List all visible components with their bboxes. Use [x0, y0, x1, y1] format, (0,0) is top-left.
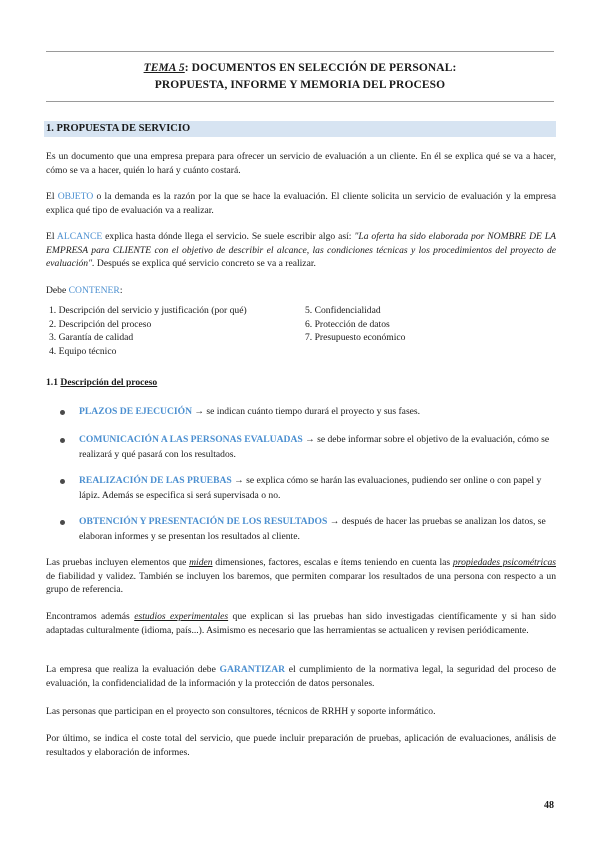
list-item: 3. Garantía de calidad: [49, 332, 134, 343]
paragraph-garantizar: [46, 663, 556, 690]
paragraph-objeto: [46, 190, 556, 217]
bullet-keyword: REALIZACIÓN DE LAS PRUEBAS: [79, 475, 232, 486]
list-item: 2. Descripción del proceso: [49, 318, 152, 330]
contents-list-right: [305, 304, 405, 345]
objeto-post: o la demanda es la razón por la que se hace la evaluación. El cliente solicita un servicio de evaluación y la empresa explica qué tipo de evaluación va a realizar.: [46, 191, 556, 216]
bullet-keyword: OBTENCIÓN Y PRESENTACIÓN DE LOS RESULTADOS: [79, 516, 328, 527]
subsection-heading: [46, 377, 157, 388]
bullet-plazos: [79, 405, 556, 420]
bullet-icon: [60, 410, 65, 415]
bullet-icon: [60, 479, 65, 484]
keyword-objeto: OBJETO: [57, 191, 94, 202]
pruebas-a: Las pruebas incluyen elementos que: [46, 557, 190, 568]
subsection-number: 1.1: [46, 377, 61, 388]
bullet-text: → se debe informar sobre el objetivo de la evaluación, cómo se realizará y qué pasará con los resultados.: [79, 434, 550, 460]
contener-post: :: [119, 285, 123, 296]
alcance-mid: explica hasta dónde llega el servicio. Se suele escribir algo así:: [102, 231, 355, 242]
contener-line: [46, 284, 556, 298]
contents-list-left: [49, 304, 247, 358]
bullet-text: → se indican cuánto tiempo durará el proyecto y sus fases.: [192, 406, 421, 417]
paragraph-pruebas: [46, 556, 556, 597]
bullet-keyword: PLAZOS DE EJECUCIÓN: [79, 406, 193, 417]
alcance-pre: El: [46, 231, 57, 242]
alcance-quote: "La oferta ha sido elaborada por NOMBRE DE LA EMPRESA para CLIENTE con el objetivo de describir el alcance, las condiciones técnicas y los procedimientos del proyecto de evaluación".: [46, 231, 556, 269]
paragraph-alcance: [46, 230, 556, 271]
estudios-b: que explican si las pruebas han sido investigadas científicamente y si han sido adaptadas culturalmente (idioma, país...). Asimismo es necesario que las herramientas se actualicen y revisen periódicamente.: [46, 611, 557, 636]
title-tema: TEMA 5: [143, 62, 185, 74]
bullet-text: → después de hacer las pruebas se analizan los datos, se elaboran informes y se presentan los resultados al cliente.: [79, 516, 546, 542]
bullet-icon: [60, 438, 65, 443]
title-line2: PROPUESTA, INFORME Y MEMORIA DEL PROCESO: [154, 79, 446, 91]
paragraph-intro: Es un documento que una empresa prepara para ofrecer un servicio de evaluación a un cliente. En él se explica qué se va a hacer, cómo se va a hacer, quién lo hará y cuánto costará.: [46, 151, 556, 176]
title-line1: : DOCUMENTOS EN SELECCIÓN DE PERSONAL:: [184, 62, 457, 74]
list-item: 6. Protección de datos: [305, 318, 390, 330]
paragraph-personas: Las personas que participan en el proyecto son consultores, técnicos de RRHH y soporte informático.: [46, 706, 436, 717]
keyword-alcance: ALCANCE: [56, 231, 103, 242]
title-bottom-rule: [46, 101, 554, 102]
estudios-a: Encontramos además: [46, 611, 135, 622]
garantizar-a: La empresa que realiza la evaluación debe: [46, 664, 220, 675]
list-item: 1. Descripción del servicio y justificación (por qué): [49, 305, 247, 316]
contener-pre: Debe: [46, 285, 69, 296]
bullet-icon: [60, 520, 65, 525]
paragraph-estudios: [46, 610, 556, 637]
bullet-realizacion: [79, 474, 556, 503]
section-heading: 1. PROPUESTA DE SERVICIO: [44, 121, 556, 137]
objeto-pre: El: [46, 191, 58, 202]
pruebas-c: de fiabilidad y validez. También se incluyen los baremos, que permiten comparar los resultados de una persona con respecto a un grupo de referencia.: [46, 570, 556, 595]
top-rule: [46, 51, 554, 52]
bullet-comunicacion: [79, 433, 556, 462]
bullet-text: → se explica cómo se harán las evaluaciones, pudiendo ser online o con papel y lápiz. Además se especifica si será supervisada o no.: [79, 475, 542, 501]
paragraph-ultimo: Por último, se indica el coste total del servicio, que puede incluir preparación de pruebas, aplicación de evaluaciones, análisis de resultados y elaboración de informes.: [46, 733, 556, 758]
list-item: 4. Equipo técnico: [49, 345, 117, 357]
page-number: 48: [544, 800, 554, 811]
pruebas-b: dimensiones, factores, escalas e ítems teniendo en cuenta las: [212, 557, 453, 568]
keyword-contener: CONTENER: [68, 285, 120, 296]
bullet-obtencion: [79, 515, 556, 544]
alcance-post: Después se explica qué servicio concreto se va a realizar.: [94, 258, 316, 269]
bullet-keyword: COMUNICACIÓN A LAS PERSONAS EVALUADAS: [79, 434, 303, 445]
term-estudios: estudios experimentales: [134, 611, 229, 622]
term-propiedades: propiedades psicométricas: [452, 557, 556, 568]
term-miden: miden: [189, 557, 213, 568]
subsection-title: Descripción del proceso: [60, 377, 158, 388]
page-title: [46, 60, 554, 94]
list-item: 7. Presupuesto económico: [305, 332, 406, 343]
list-item: 5. Confidencialidad: [305, 305, 381, 316]
garantizar-b: el cumplimiento de la normativa legal, la seguridad del proceso de evaluación, la confidencialidad de la información y la protección de datos personales.: [46, 664, 556, 689]
keyword-garantizar: GARANTIZAR: [219, 664, 286, 675]
